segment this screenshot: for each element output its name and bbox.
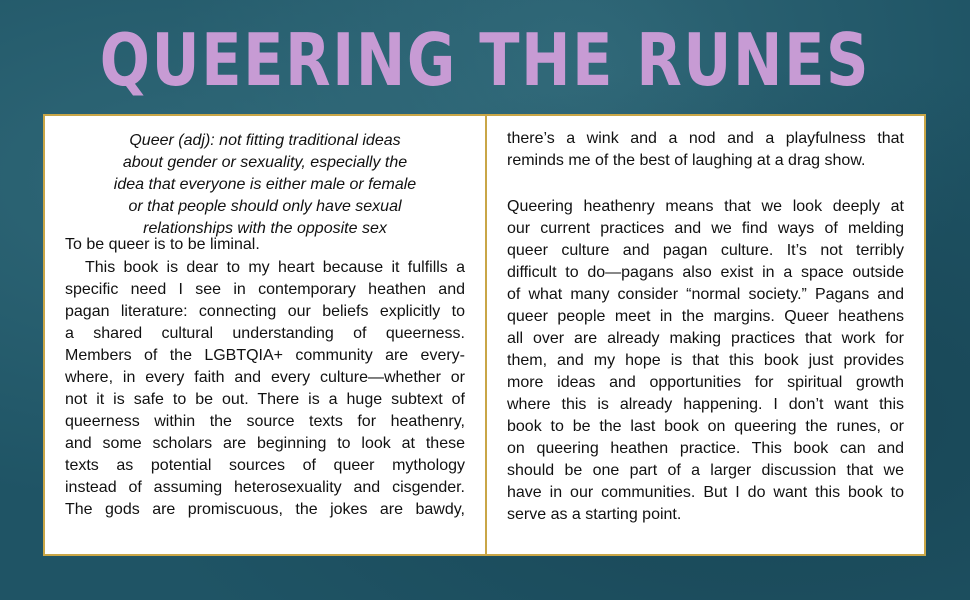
left-panel [43,114,487,556]
text-line: them, and my hope is that this book just provides [507,352,904,369]
text-line: This book is dear to my heart because it fulfills a [85,259,465,276]
definition-line: relationships with the opposite sex [143,220,387,237]
text-line: where this is already happening. I don’t want this [507,396,904,413]
text-line: a shared cultural understanding of queerness. [65,325,465,342]
text-line: specific need I see in contemporary heathen and [65,281,465,298]
text-line: Queering heathenry means that we look deeply at [507,198,904,215]
text-line: where, in every faith and every culture—whether or [65,369,465,386]
definition-line: idea that everyone is either male or female [113,176,417,193]
text-line: serve as a starting point. [507,506,682,523]
text-line: there’s a wink and a nod and a playfulness that [507,130,904,147]
text-line: all over are already making practices that work for [507,330,904,347]
right-panel [485,114,926,556]
text-line: queerness within the source texts for heathenry, [65,413,465,430]
text-line: our current practices and we find ways of melding [507,220,904,237]
left-body-text [65,234,465,521]
text-line: The gods are promiscuous, the jokes are bawdy, [65,501,465,518]
text-line: pagan literature: connecting our beliefs explicitly to [65,303,465,320]
text-line: not it is safe to be out. There is a huge subtext of [65,391,465,408]
text-line: reminds me of the best of laughing at a drag show. [507,152,866,169]
text-line: instead of assuming heterosexuality and cisgender. [65,479,465,496]
text-line: should be one part of a larger discussion that we [507,462,904,479]
text-line: and some scholars are beginning to look at these [65,435,465,452]
page-title: QUEERING THE RUNES [99,18,871,102]
text-line: of what many consider “normal society.” Pagans and [507,286,904,303]
text-line: book to be the last book on queering the runes, or [507,418,904,435]
text-line: on queering heathen practice. This book can and [507,440,904,457]
text-line: texts as potential sources of queer mythology [65,457,465,474]
text-line: queer culture and pagan culture. It’s not terribly [507,242,904,259]
text-line: queer people meet in the margins. Queer heathens [507,308,904,325]
paragraph-gap [507,172,904,196]
definition-line: about gender or sexuality, especially the [122,154,408,171]
text-line: difficult to do—pagans also exist in a space outside [507,264,904,281]
text-line: To be queer is to be liminal. [65,236,260,253]
right-body-text [507,128,904,526]
definition-line: or that people should only have sexual [128,198,402,215]
text-line: Members of the LGBTQIA+ community are every- [65,347,465,364]
definition-block [45,130,485,240]
definition-line: Queer (adj): not fitting traditional ideas [129,132,401,149]
text-line: have in our communities. But I do want this book to [507,484,904,501]
text-line: more ideas and opportunities for spiritual growth [507,374,904,391]
